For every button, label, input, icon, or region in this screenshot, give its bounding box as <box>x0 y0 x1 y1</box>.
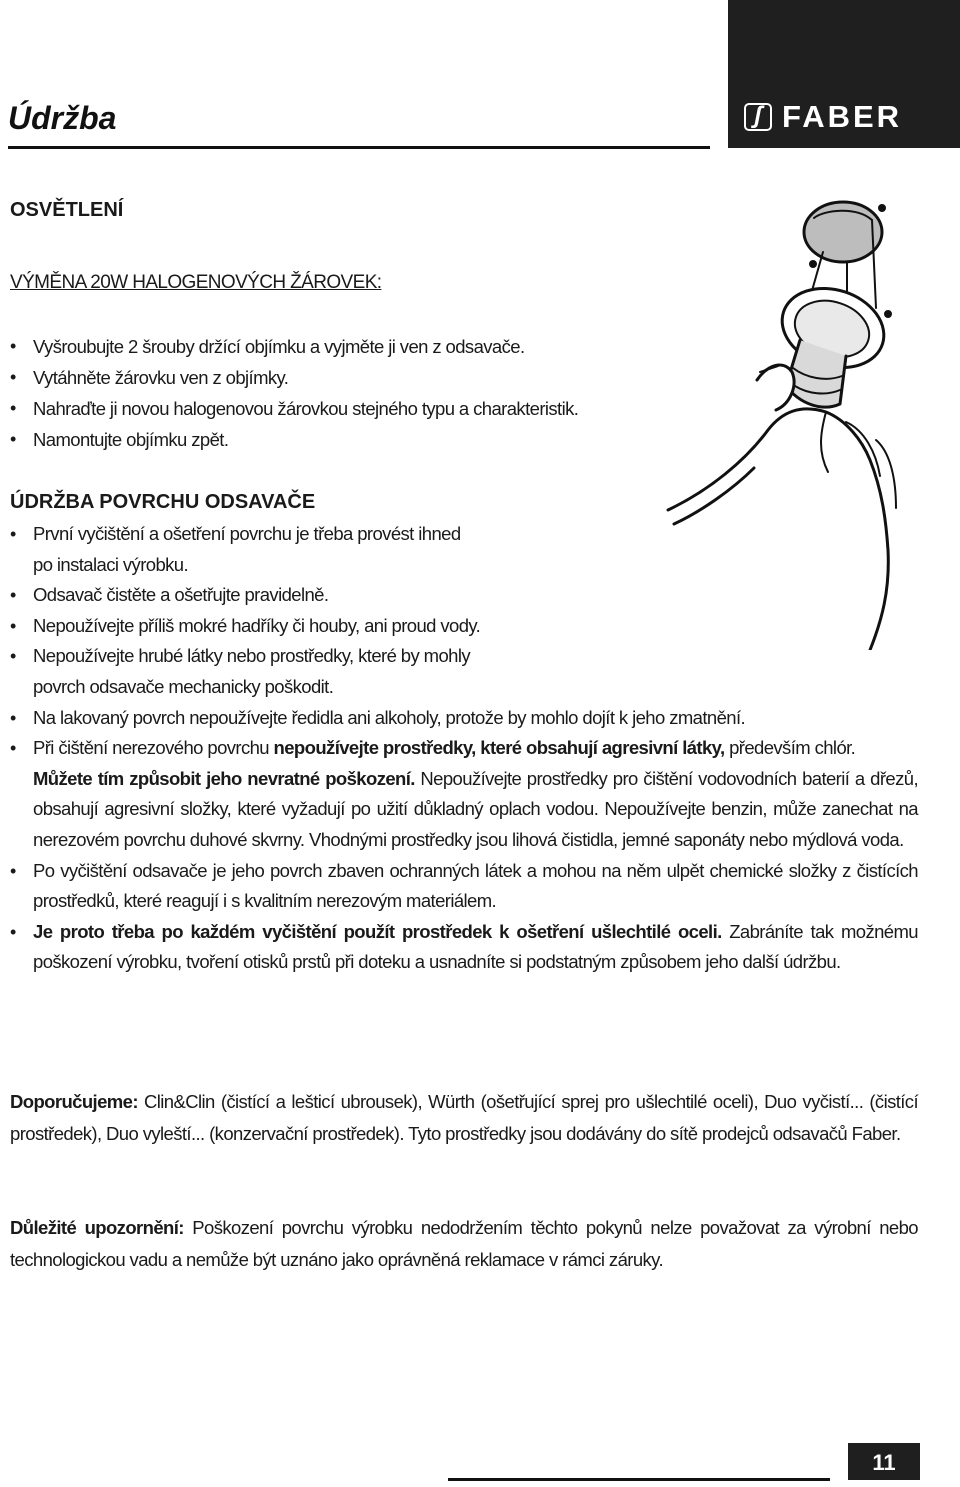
recommendation-label: Doporučujeme: <box>10 1091 138 1112</box>
recommendation-paragraph <box>10 1086 918 1150</box>
important-notice-text: Poškození povrchu výrobku nedodržením těchto pokynů nelze považovat za výrobní nebo technologickou vadu a nemůže být uznáno jako oprávněná reklamace v rámci záruky. <box>10 1217 918 1270</box>
faber-logo-glyph: ʃ <box>754 102 762 129</box>
list-item: • Nahraďte ji novou halogenovou žárovkou stejného typu a charakteristik. <box>10 393 578 424</box>
list-item: • Nepoužívejte hrubé látky nebo prostředky, které by mohly <box>10 641 918 672</box>
list-item: • Na lakovaný povrch nepoužívejte ředidla ani alkoholy, protože by mohlo dojít k jeho zmatnění. <box>10 703 918 734</box>
important-notice-label: Důležité upozornění: <box>10 1217 184 1238</box>
stainless-bold-warning: nepoužívejte prostředky, které obsahují agresivní látky, <box>273 737 725 759</box>
list-item: • Odsavač čistěte a ošetřujte pravidelně. <box>10 580 918 611</box>
faber-logo-icon <box>744 103 772 131</box>
bulb-replacement-subheading: VÝMĚNA 20W HALOGENOVÝCH ŽÁROVEK: <box>10 272 382 293</box>
page-title: Údržba <box>8 100 117 136</box>
stainless-steel-warning <box>10 733 918 855</box>
list-item-continuation <box>10 672 918 703</box>
list-item: • Namontujte objímku zpět. <box>10 424 578 455</box>
continuation-text: po instalaci výrobku. <box>33 553 189 575</box>
list-item: • První vyčištění a ošetření povrchu je třeba provést ihned <box>10 519 918 550</box>
list-item: • Vytáhněte žárovku ven z objímky. <box>10 362 578 393</box>
stainless-lead: Při čištění nerezového povrchu <box>33 737 274 759</box>
lighting-heading: OSVĚTLENÍ <box>10 199 124 221</box>
surface-maintenance-heading: ÚDRŽBA POVRCHU ODSAVAČE <box>10 491 316 513</box>
important-notice-paragraph <box>10 1212 918 1276</box>
stainless-mid: především chlór. <box>724 737 856 759</box>
bulb-steps-list <box>10 331 578 455</box>
page-number: 11 <box>848 1443 920 1480</box>
title-underline <box>8 146 710 149</box>
list-item: • Nepoužívejte příliš mokré hadříky či houby, ani proud vody. <box>10 611 918 642</box>
after-cleaning-note: • Po vyčištění odsavače je jeho povrch zbaven ochranných látek a mohou na něm ulpět chemické složky z čistících prostředků, které reagují i s kvalitním nerezovým materiálem. <box>10 856 918 917</box>
brand-name: FABER <box>782 99 903 134</box>
list-item-continuation <box>10 550 918 581</box>
continuation-text: povrch odsavače mechanicky poškodit. <box>33 675 334 697</box>
stainless-details: Nepoužívejte prostředky pro čištění vodovodních baterií a dřezů, obsahují agresivní složky, které vyžadují po užití důkladný oplach vodou. Nepoužívejte benzin, může zanechat na nerezovém povrchu duhové skvrny. Vhodnými prostředky jsou lihová čistidla, jemné saponáty nebo mýdlová voda. <box>33 767 918 850</box>
footer-rule <box>448 1478 830 1481</box>
surface-maintenance-list <box>10 519 918 978</box>
stainless-damage-warning: Můžete tím způsobit jeho nevratné poškození. <box>33 767 415 789</box>
treatment-note <box>10 917 918 978</box>
treatment-bold: Je proto třeba po každém vyčištění použít prostředek k ošetření ušlechtilé oceli. <box>33 920 722 942</box>
treatment-rest: Zabráníte tak možnému poškození výrobku, tvoření otisků prstů při doteku a usnadníte si podstatným způsobem jeho další údržbu. <box>33 920 918 973</box>
list-item: • Vyšroubujte 2 šrouby držící objímku a vyjměte ji ven z odsavače. <box>10 331 578 362</box>
recommendation-text: Clin&Clin (čistící a lešticí ubrousek), Würth (ošetřující sprej pro ušlechtilé oceli), Duo vyčistí... (čistící prostředek), Duo vyleští... (konzervační prostředek). Tyto prostředky jsou dodávány do sítě prodejců odsavačů Faber. <box>10 1091 918 1144</box>
